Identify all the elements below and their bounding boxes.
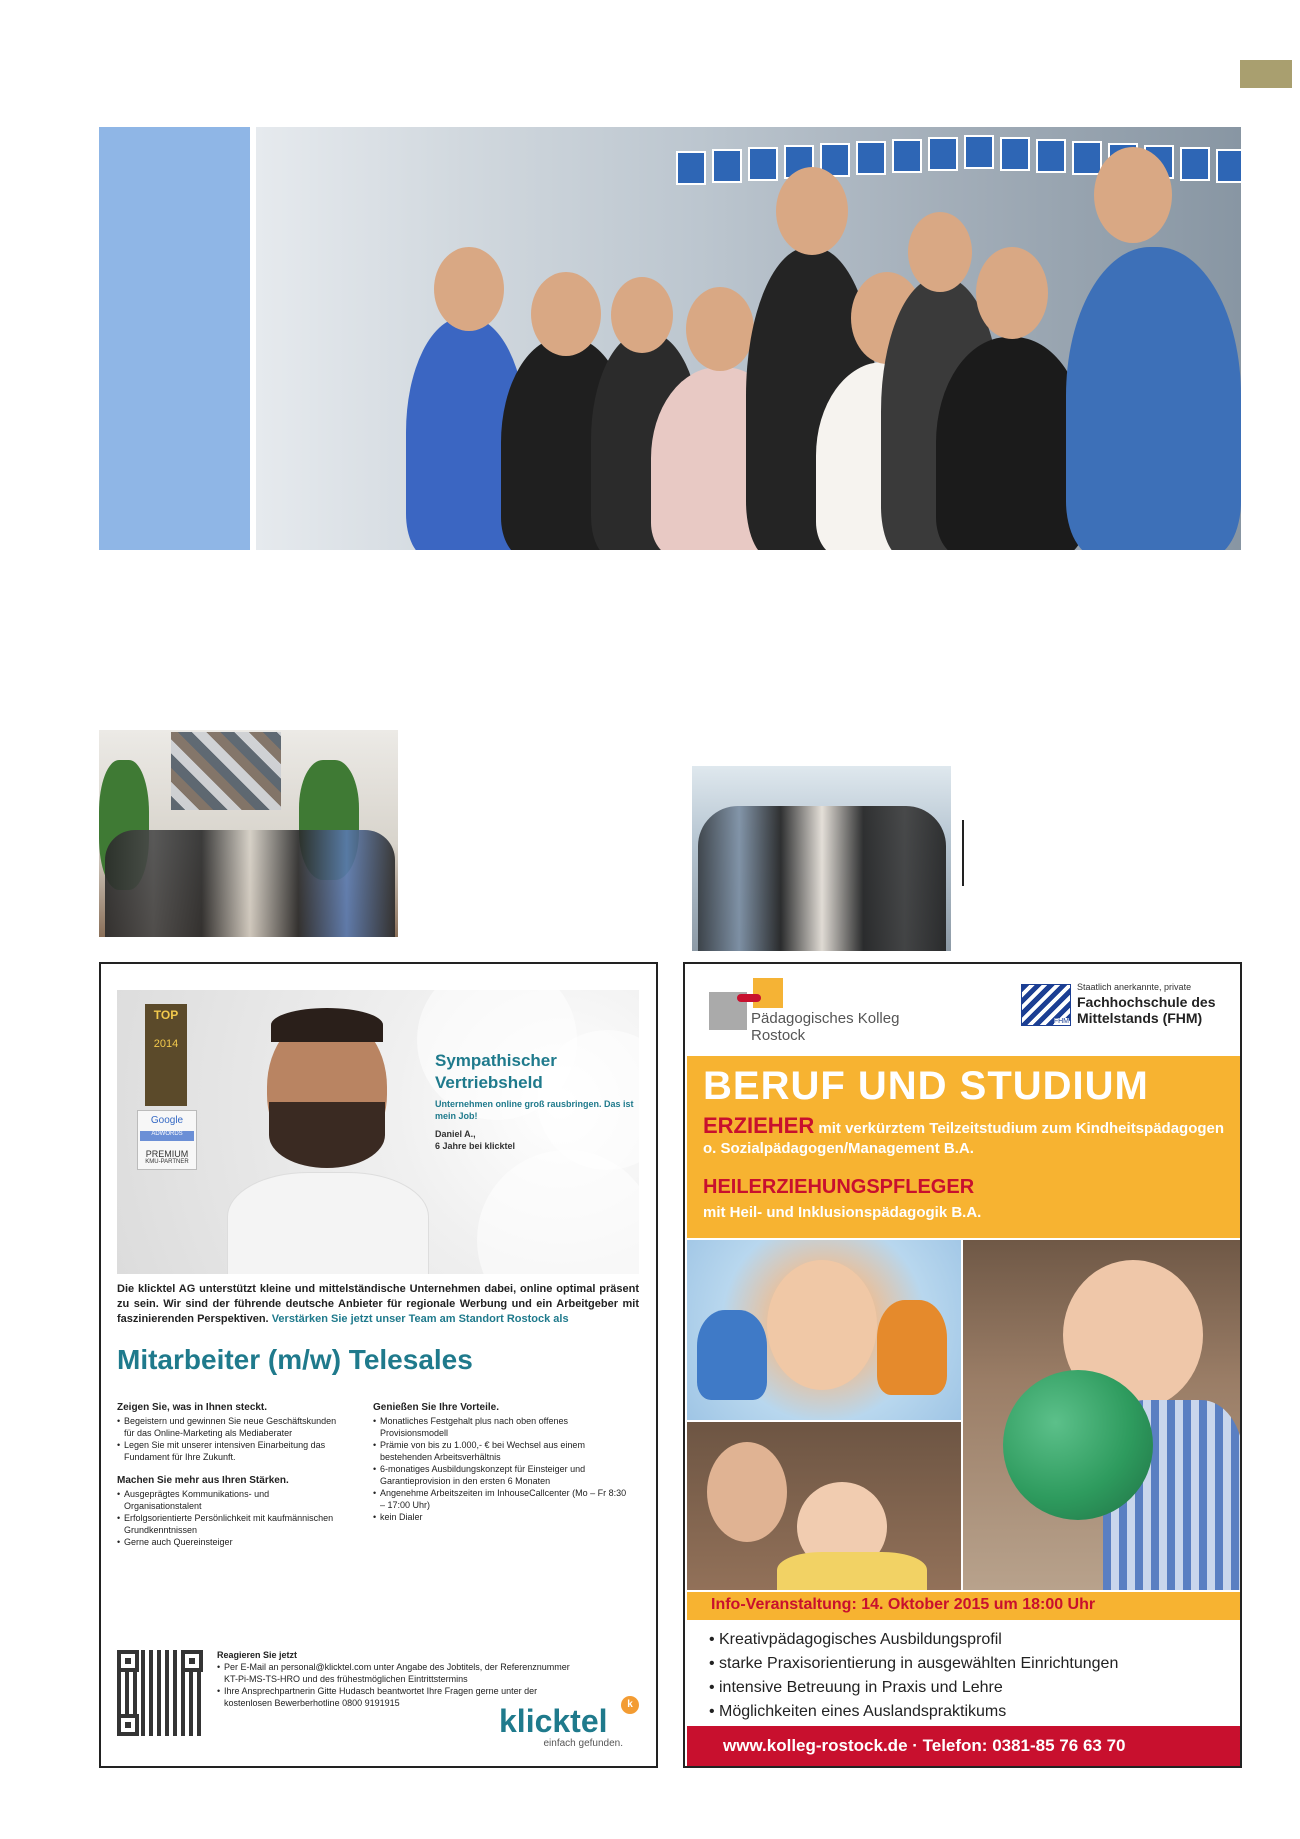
bunting-flag bbox=[856, 141, 886, 175]
bunting-flag bbox=[1180, 147, 1210, 181]
bubble-decoration bbox=[477, 1150, 639, 1274]
kolleg-logo bbox=[709, 978, 949, 1048]
person-head bbox=[611, 277, 673, 353]
bunting-flag bbox=[964, 135, 994, 169]
green-ball bbox=[1003, 1370, 1153, 1520]
quote-author bbox=[435, 1128, 635, 1152]
list-item: • Möglichkeiten eines Auslandspraktikums bbox=[709, 1700, 1229, 1724]
klicktel-job-ad bbox=[99, 962, 658, 1768]
bunting-flag bbox=[1000, 137, 1030, 171]
badge-top-text: TOP bbox=[153, 1008, 179, 1022]
quote-text: Unternehmen online groß rausbringen. Das ist mein Job! bbox=[435, 1099, 634, 1121]
program-erzieher bbox=[703, 1113, 1233, 1159]
fhm-name-line2: Mittelstands (FHM) bbox=[1077, 1010, 1203, 1026]
kolleg-name-line2: Rostock bbox=[751, 1027, 806, 1044]
list-item: • Prämie von bis zu 1.000,- € bei Wechsel aus einem bestehenden Arbeitsverhältnis bbox=[373, 1439, 633, 1463]
requirements-column bbox=[117, 1402, 347, 1560]
section-list bbox=[117, 1488, 347, 1548]
contact-footer-text: www.kolleg-rostock.de · Telefon: 0381-85 76 63 70 bbox=[723, 1736, 1126, 1755]
company-intro bbox=[117, 1282, 639, 1327]
list-item: • Legen Sie mit unserer intensiven Einarbeitung das Fundament für Ihre Zukunft. bbox=[117, 1439, 347, 1463]
quote-author-detail: 6 Jahre bei klicktel bbox=[435, 1141, 516, 1151]
person-figure bbox=[1066, 247, 1241, 550]
painted-hand bbox=[877, 1300, 947, 1395]
intro-text: Die klicktel AG unterstützt kleine und mittelständische Unternehmen dabei, online optimal präsent zu sein. Wir sind der führende deutsche Anbieter für regionale Werbung und ein Arbeitgeber mit faszinierenden Perspektiven. bbox=[117, 1283, 639, 1325]
apply-list bbox=[217, 1661, 577, 1709]
photo-adult-and-child bbox=[687, 1422, 961, 1590]
person-head bbox=[434, 247, 504, 331]
child-face bbox=[767, 1260, 877, 1390]
fhm-tagline: Staatlich anerkannte, private bbox=[1077, 982, 1192, 992]
qr-finder bbox=[117, 1714, 139, 1736]
bunting-flag bbox=[928, 137, 958, 171]
wall-art bbox=[171, 732, 281, 810]
quote-title: Sympathischer Vertriebsheld bbox=[435, 1051, 557, 1092]
portrait-beard bbox=[269, 1102, 385, 1168]
contact-footer bbox=[687, 1726, 1240, 1766]
top-award-badge bbox=[145, 1004, 187, 1106]
photo-baby-with-ball bbox=[963, 1240, 1240, 1590]
list-item: • Ihre Ansprechpartnerin Gitte Hudasch beantwortet Ihre Fragen gerne unter der kostenlosen Bewerberhotline 0800 9191915 bbox=[217, 1685, 577, 1709]
headline-banner bbox=[687, 1056, 1240, 1238]
person-head bbox=[776, 167, 848, 255]
person-head bbox=[908, 212, 972, 292]
logo-bar-red bbox=[737, 994, 761, 1002]
bunting-flag bbox=[712, 149, 742, 183]
child-clothing bbox=[777, 1552, 927, 1590]
section-list bbox=[373, 1415, 633, 1523]
headline: BERUF UND STUDIUM bbox=[703, 1064, 1149, 1108]
list-item: • starke Praxisorientierung in ausgewählten Einrichtungen bbox=[709, 1652, 1229, 1676]
program1-name: ERZIEHER bbox=[703, 1113, 815, 1138]
info-event-text: Info-Veranstaltung: 14. Oktober 2015 um 18:00 Uhr bbox=[711, 1596, 1096, 1613]
bunting-flag bbox=[676, 151, 706, 185]
section-heading: Machen Sie mehr aus Ihren Stärken. bbox=[117, 1475, 289, 1486]
person-head bbox=[976, 247, 1048, 339]
job-title: Mitarbeiter (m/w) Telesales bbox=[117, 1344, 473, 1375]
person-head bbox=[1094, 147, 1172, 243]
info-event-bar bbox=[687, 1592, 1240, 1620]
bunting-flag bbox=[1036, 139, 1066, 173]
page-tab bbox=[1240, 60, 1292, 88]
photo-child-painted-hands bbox=[687, 1240, 961, 1420]
apply-heading: Reagieren Sie jetzt bbox=[217, 1650, 298, 1660]
list-item: • kein Dialer bbox=[373, 1511, 633, 1523]
fhm-mark bbox=[1021, 984, 1071, 1026]
qr-code[interactable] bbox=[117, 1650, 203, 1736]
kolleg-study-ad bbox=[683, 962, 1242, 1768]
logo-square-orange bbox=[753, 978, 783, 1008]
person-head bbox=[686, 287, 754, 371]
section-heading: Genießen Sie Ihre Vorteile. bbox=[373, 1402, 499, 1413]
fhm-logo bbox=[1021, 980, 1221, 1030]
team-photo-small-left bbox=[99, 730, 398, 937]
person-head bbox=[531, 272, 601, 356]
section-list bbox=[117, 1415, 347, 1463]
list-item: • Monatliches Festgehalt plus nach oben offenes Provisionsmodell bbox=[373, 1415, 633, 1439]
google-badge-product: ADWORDS bbox=[140, 1131, 194, 1141]
klicktel-logo-word: klicktel bbox=[499, 1703, 608, 1739]
list-item: • Begeistern und gewinnen Sie neue Geschäftskunden für das Online-Marketing als Mediaberater bbox=[117, 1415, 347, 1439]
portrait-hair bbox=[271, 1008, 383, 1042]
klicktel-logo bbox=[499, 1699, 639, 1749]
group-of-people bbox=[698, 806, 946, 951]
list-item: • Per E-Mail an personal@klicktel.com unter Angabe des Jobtitels, der Referenznummer KT-Pi-MS-TS-HRO und des frühestmöglichen Eintrittstermins bbox=[217, 1661, 577, 1685]
hero-color-panel bbox=[99, 127, 250, 550]
list-item: • Angenehme Arbeitszeiten im InhouseCallcenter (Mo – Fr 8:30 – 17:00 Uhr) bbox=[373, 1487, 633, 1511]
qr-finder bbox=[117, 1650, 139, 1672]
google-badge-level: PREMIUM bbox=[145, 1149, 189, 1159]
team-photo-small-right bbox=[692, 766, 951, 951]
group-of-people bbox=[105, 830, 395, 937]
klicktel-ad-photo bbox=[117, 990, 639, 1274]
google-badge-sub: KMU-PARTNER bbox=[145, 1159, 189, 1165]
qr-finder bbox=[181, 1650, 203, 1672]
google-partner-badge bbox=[137, 1110, 197, 1170]
badge-year-text: 2014 bbox=[153, 1038, 179, 1050]
bunting-flag bbox=[1072, 141, 1102, 175]
divider-line bbox=[962, 820, 964, 886]
fhm-name bbox=[1077, 994, 1215, 1026]
hero-team-photo bbox=[256, 127, 1241, 550]
benefits-column bbox=[373, 1402, 633, 1535]
list-item: • Kreativpädagogisches Ausbildungsprofil bbox=[709, 1628, 1229, 1652]
list-item: • Ausgeprägtes Kommunikations- und Organisationstalent bbox=[117, 1488, 347, 1512]
list-item: • intensive Betreuung in Praxis und Lehre bbox=[709, 1676, 1229, 1700]
quote-author-name: Daniel A., bbox=[435, 1129, 476, 1139]
klicktel-logo-mark: k bbox=[621, 1696, 639, 1714]
painted-hand bbox=[697, 1310, 767, 1400]
feature-list bbox=[709, 1628, 1229, 1724]
section-heading: Zeigen Sie, was in Ihnen steckt. bbox=[117, 1402, 268, 1413]
list-item: • 6-monatiges Ausbildungskonzept für Einsteiger und Garantieprovision in den ersten 6 Monaten bbox=[373, 1463, 633, 1487]
google-badge-brand: Google bbox=[150, 1115, 184, 1126]
bunting-flag bbox=[1216, 149, 1241, 183]
kolleg-name-line1: Pädagogisches Kolleg bbox=[751, 1010, 900, 1027]
portrait-man bbox=[227, 1012, 427, 1274]
fhm-name-line1: Fachhochschule des bbox=[1077, 994, 1216, 1010]
program2-name: HEILERZIEHUNGSPFLEGER bbox=[703, 1176, 975, 1198]
bunting-flag bbox=[748, 147, 778, 181]
klicktel-logo-tagline: einfach gefunden. bbox=[543, 1738, 623, 1749]
bunting-flag bbox=[892, 139, 922, 173]
list-item: • Gerne auch Quereinsteiger bbox=[117, 1536, 347, 1548]
person-figure bbox=[936, 337, 1086, 550]
fhm-mark-text: FHM bbox=[1053, 1018, 1069, 1025]
program1-detail: mit verkürztem Teilzeitstudium zum Kindheitspädagogen o. Sozialpädagogen/Management B.A. bbox=[703, 1120, 1225, 1157]
kolleg-logo-name bbox=[751, 1010, 899, 1044]
portrait-shirt bbox=[227, 1172, 429, 1274]
intro-highlight: Verstärken Sie jetzt unser Team am Standort Rostock als bbox=[271, 1313, 569, 1325]
program2-detail: mit Heil- und Inklusionspädagogik B.A. bbox=[703, 1204, 982, 1221]
list-item: • Erfolgsorientierte Persönlichkeit mit kaufmännischen Grundkenntnissen bbox=[117, 1512, 347, 1536]
adult-face bbox=[707, 1442, 787, 1542]
